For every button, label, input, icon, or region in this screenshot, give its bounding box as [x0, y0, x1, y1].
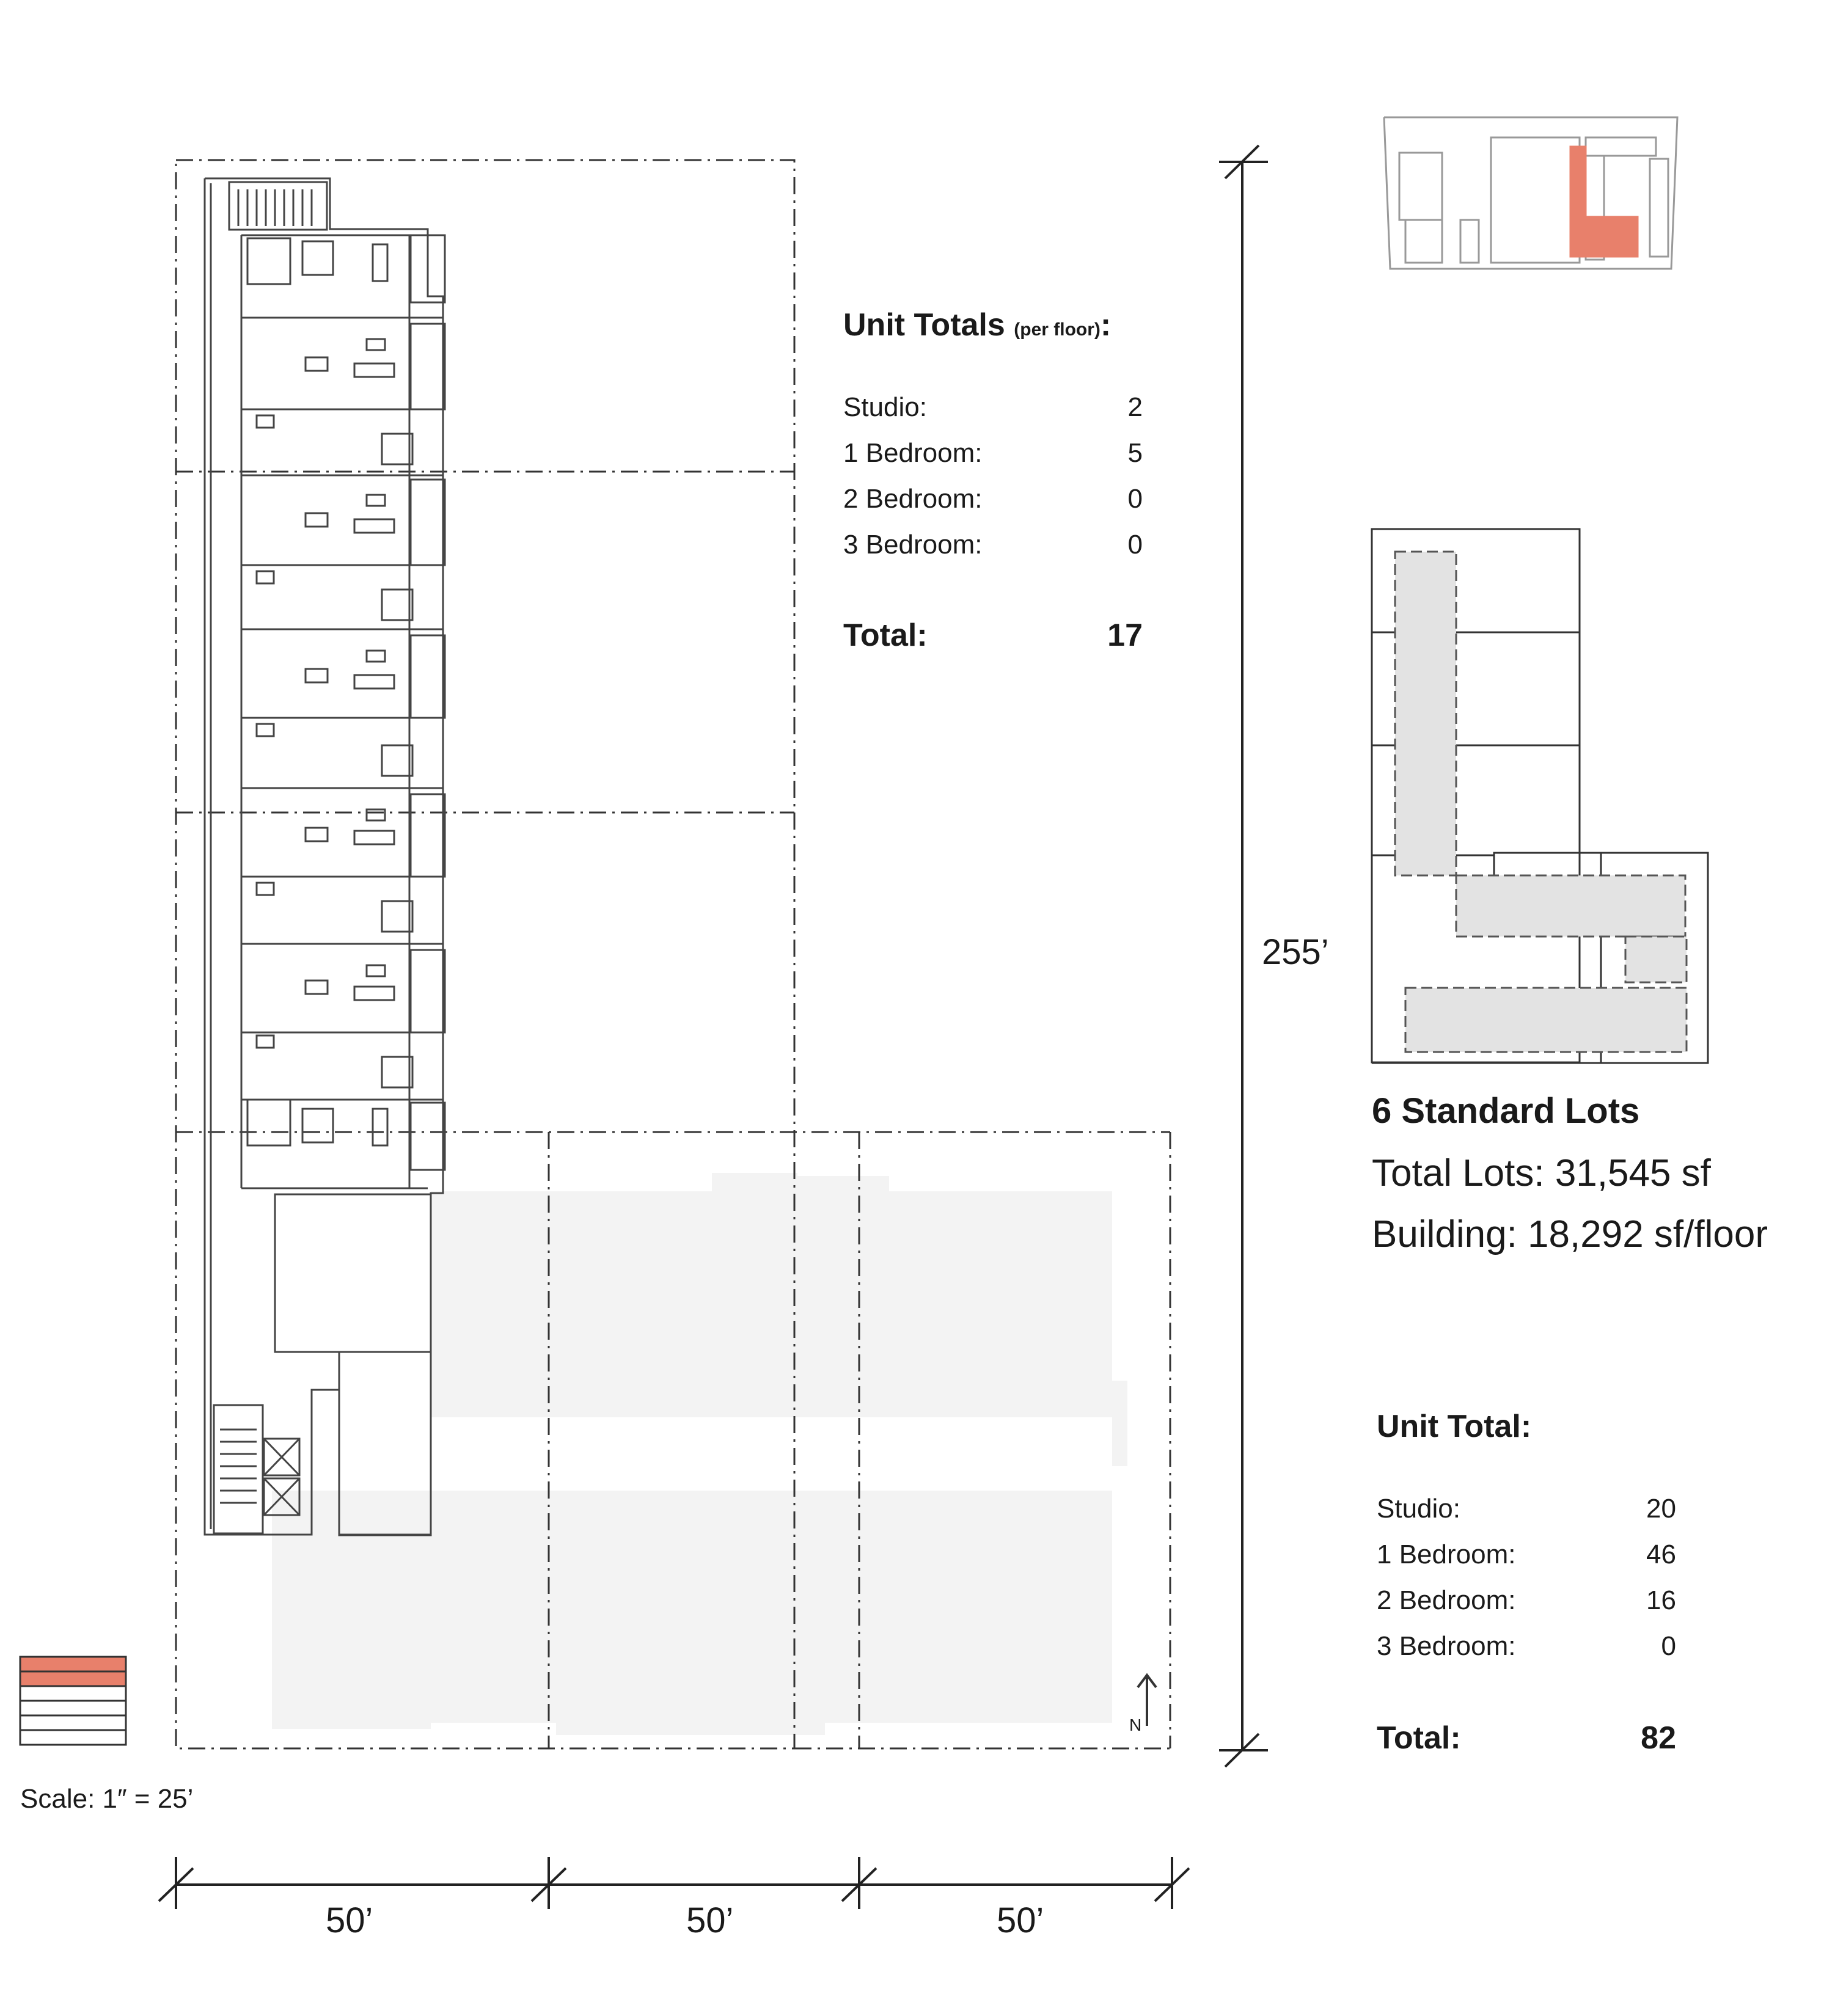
row-value: 20	[1646, 1494, 1676, 1524]
unit-total-row-3-bedroom	[1377, 1631, 1676, 1662]
width-dimension-label-2: 50’	[686, 1901, 734, 1940]
unit-total-title: Unit Total:	[1377, 1409, 1532, 1444]
row-value: 0	[1127, 484, 1143, 514]
row-label: 2 Bedroom:	[1377, 1585, 1516, 1615]
row-label: 3 Bedroom:	[843, 530, 983, 560]
per-floor-row-2-bedroom	[843, 484, 1143, 514]
width-dimension-label-1: 50’	[326, 1901, 373, 1940]
per-floor-row-1-bedroom	[843, 438, 1143, 469]
row-label: 2 Bedroom:	[843, 484, 983, 514]
row-label: Studio:	[1377, 1494, 1460, 1524]
lot-building-footprint	[1395, 552, 1687, 1052]
width-dimension-label-3: 50’	[997, 1901, 1044, 1940]
row-value: 46	[1646, 1539, 1676, 1569]
height-dimension-line	[1219, 145, 1268, 1767]
row-label: 3 Bedroom:	[1377, 1631, 1516, 1661]
building-area: Building: 18,292 sf/floor	[1372, 1213, 1768, 1255]
per-floor-total	[843, 617, 1143, 654]
per-floor-colon: :	[1100, 307, 1112, 343]
total-label: Total:	[1377, 1720, 1461, 1756]
building-outline	[205, 178, 445, 1535]
lots-title: 6 Standard Lots	[1372, 1091, 1640, 1131]
scale-label: Scale: 1″ = 25’	[20, 1784, 194, 1814]
unit-total-total	[1377, 1720, 1676, 1756]
row-value: 16	[1646, 1585, 1676, 1615]
total-value: 17	[1107, 618, 1143, 653]
per-floor-title-text: Unit Totals	[843, 307, 1005, 343]
row-value: 0	[1127, 530, 1143, 560]
unit-total-row-studio	[1377, 1494, 1676, 1524]
row-label: 1 Bedroom:	[843, 438, 983, 468]
row-label: Studio:	[843, 392, 927, 422]
unit-total-row-2-bedroom	[1377, 1585, 1676, 1616]
per-floor-title	[843, 307, 1111, 343]
row-label: 1 Bedroom:	[1377, 1539, 1516, 1569]
total-label: Total:	[843, 618, 928, 653]
north-label: N	[1129, 1715, 1142, 1734]
floor-legend	[20, 1657, 126, 1745]
unit-total-row-1-bedroom	[1377, 1539, 1676, 1570]
per-floor-row-studio	[843, 392, 1143, 423]
per-floor-subtitle: (per floor)	[1014, 320, 1101, 340]
row-value: 2	[1127, 392, 1143, 422]
height-dimension-label: 255’	[1262, 932, 1329, 972]
total-lots-area: Total Lots: 31,545 sf	[1372, 1152, 1711, 1194]
total-value: 82	[1641, 1720, 1676, 1756]
row-value: 5	[1127, 438, 1143, 468]
per-floor-row-3-bedroom	[843, 530, 1143, 560]
row-value: 0	[1661, 1631, 1676, 1661]
adjacent-building-ghost	[272, 1173, 1127, 1735]
